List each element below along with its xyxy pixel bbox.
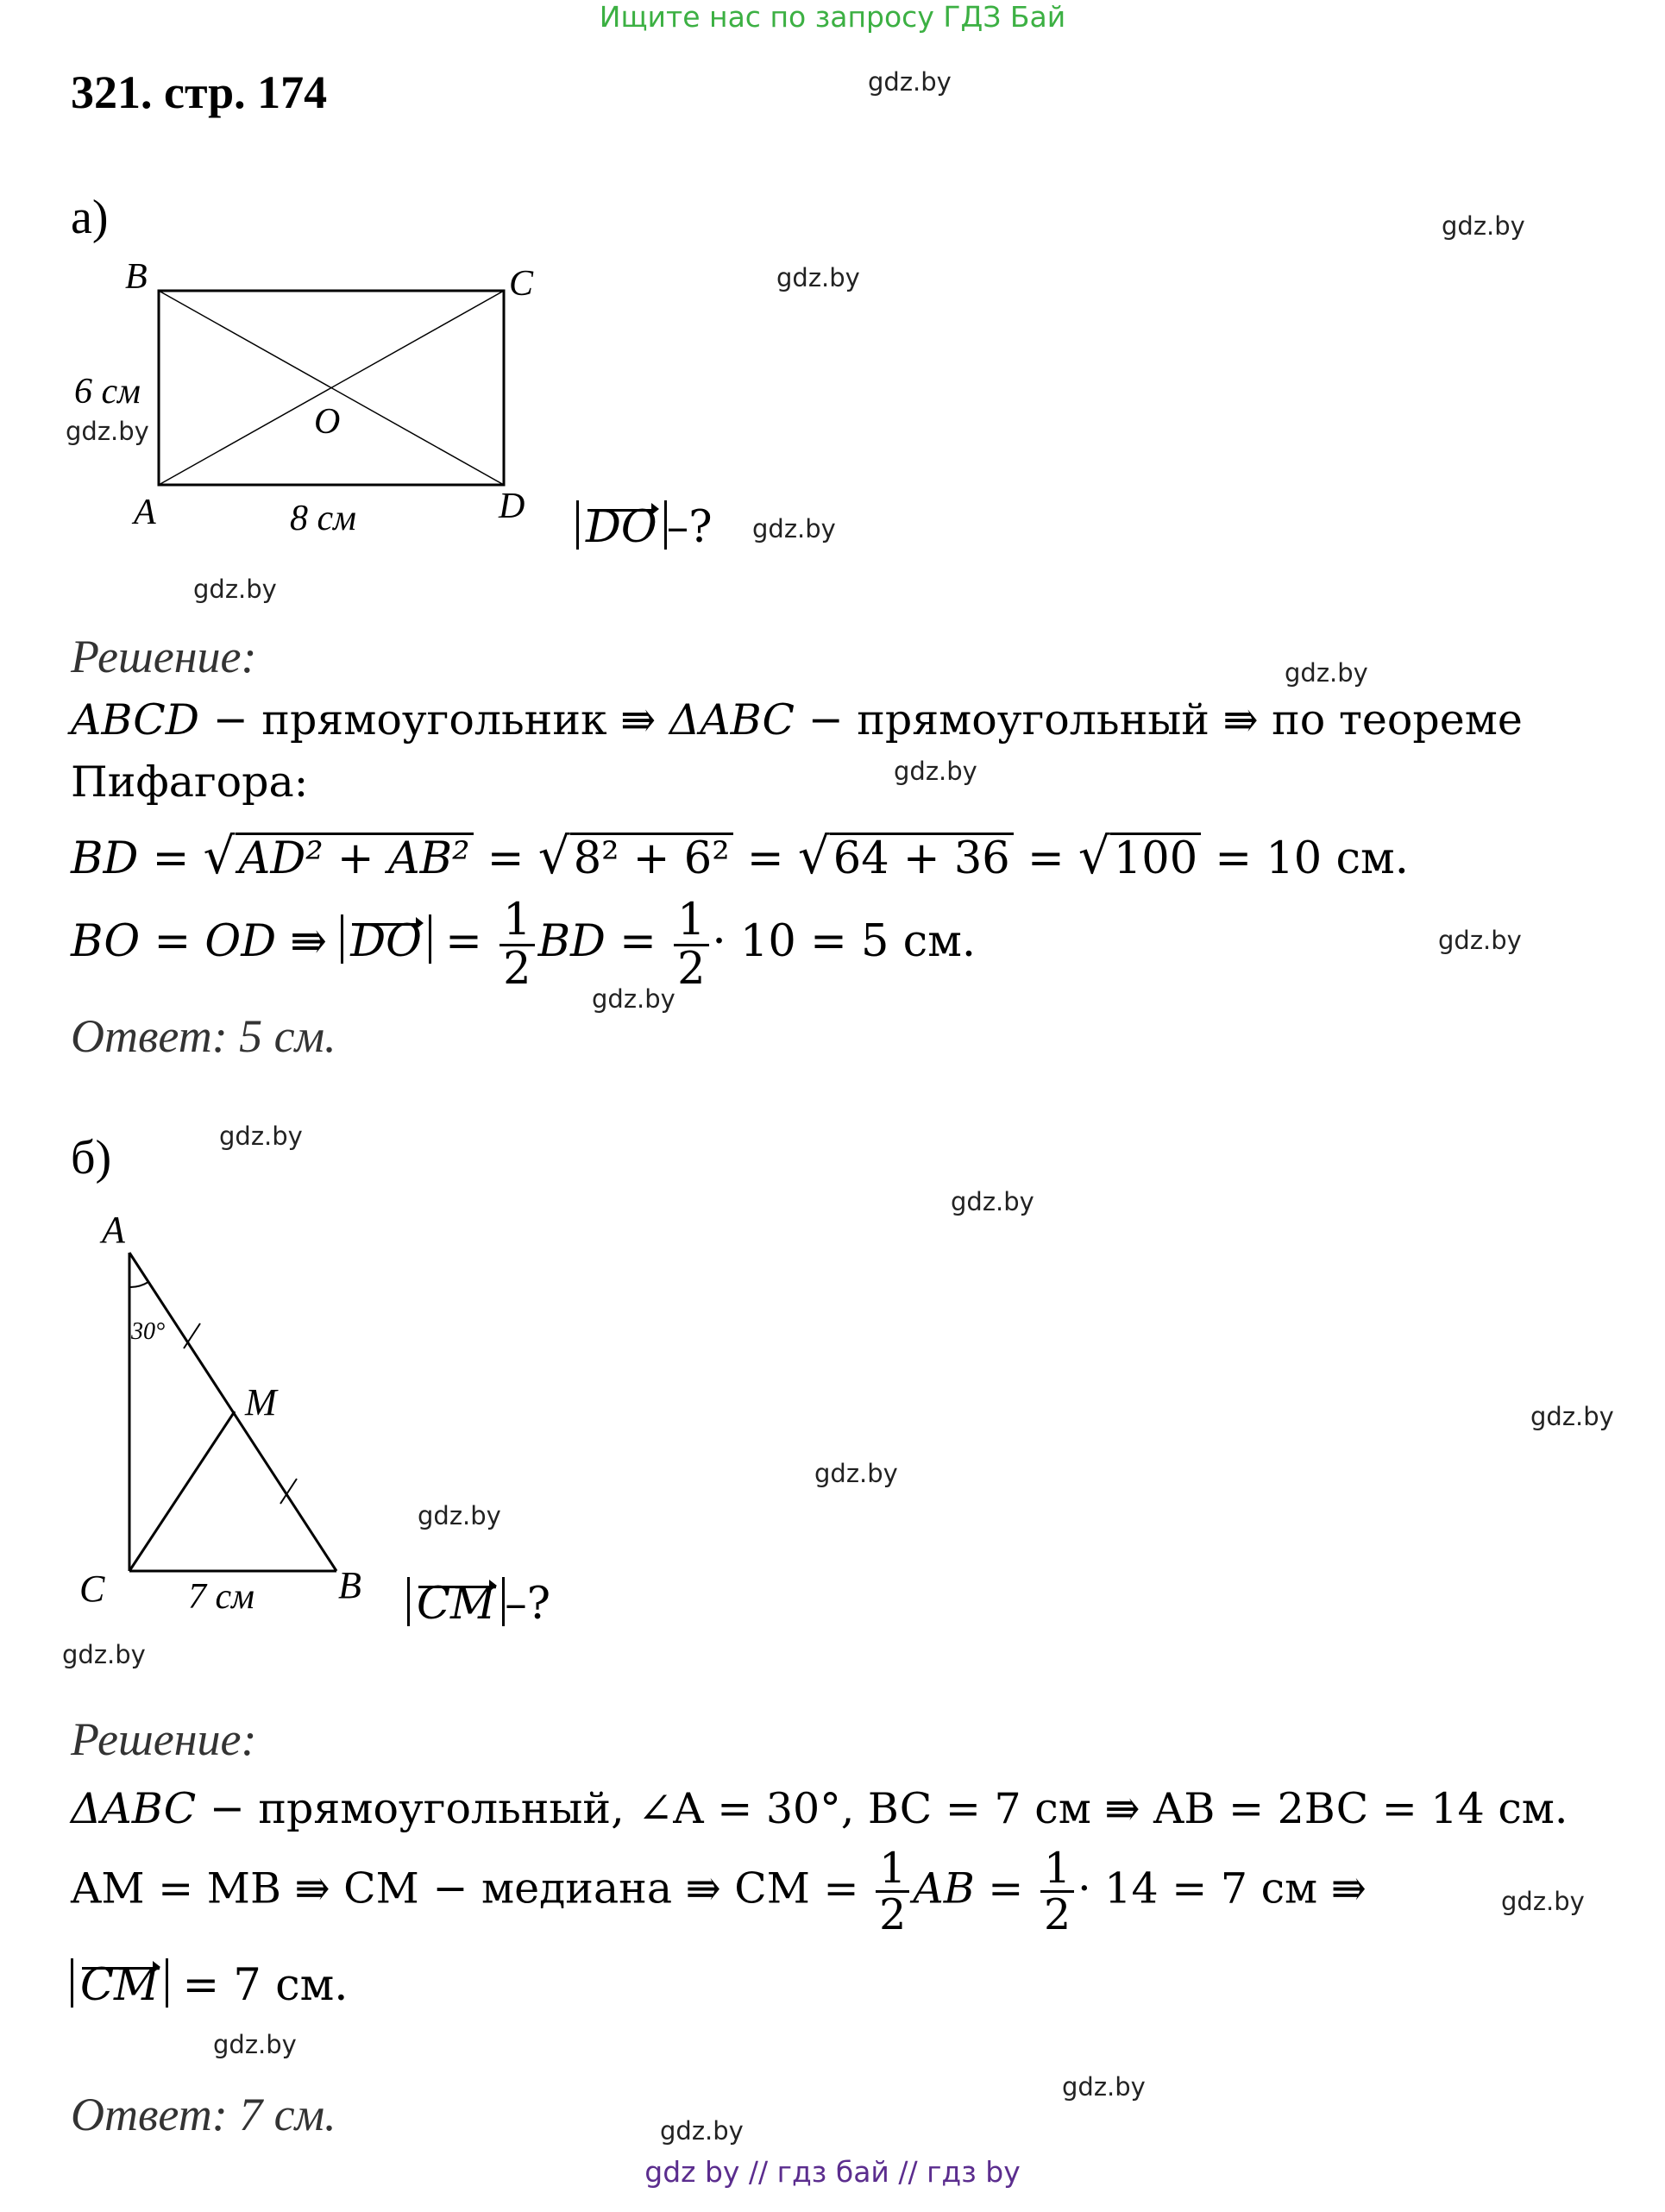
- watermark: gdz.by: [660, 2116, 744, 2146]
- footer-links[interactable]: gdz by // гдз бай // гдз by: [644, 2155, 1021, 2189]
- solution-a-line3: BO = OD ⇛ DO = $\frac{1}{2}$ BD = $\frac{1}{2}$ · 10 = 5 см.: [71, 895, 977, 995]
- watermark: gdz.by: [814, 1459, 898, 1488]
- watermark: gdz.by: [62, 1640, 146, 1669]
- vertex-c: C: [509, 264, 534, 304]
- tick-am: [184, 1323, 200, 1348]
- angle-arc: [129, 1282, 148, 1287]
- watermark: gdz.by: [213, 2030, 297, 2059]
- vertex-c: C: [79, 1568, 105, 1610]
- tick-mb: [280, 1479, 297, 1504]
- solution-a-line1: ABCD − прямоугольник ⇛ ΔABC − прямоугольный ⇛ по теореме: [71, 695, 1523, 745]
- vertex-a: A: [102, 1209, 125, 1251]
- vertex-a: A: [134, 493, 156, 532]
- watermark: gdz.by: [1501, 1887, 1585, 1916]
- watermark: gdz.by: [219, 1122, 303, 1151]
- answer-b: Ответ: 7 см.: [71, 2089, 336, 2140]
- vertex-b: B: [125, 257, 148, 297]
- solution-b-line1: ΔABC − прямоугольный, ∠A = 30°, BC = 7 см ⇛ AB = 2BC = 14 см.: [71, 1784, 1568, 1833]
- rectangle-abcd: [159, 291, 504, 485]
- watermark: gdz.by: [1062, 2072, 1146, 2102]
- median-cm: [129, 1411, 235, 1571]
- solution-a-line1-cont: Пифагора:: [71, 757, 309, 807]
- side-ad-label: 8 см: [290, 499, 356, 538]
- answer-a: Ответ: 5 см.: [71, 1010, 336, 1062]
- vertex-o: O: [314, 402, 341, 442]
- vertex-m: M: [245, 1381, 277, 1423]
- watermark: gdz.by: [418, 1501, 501, 1530]
- solution-b-line3: CM = 7 см.: [71, 1958, 349, 2011]
- watermark: gdz.by: [1438, 926, 1522, 955]
- triangle-abc: [129, 1253, 336, 1571]
- watermark: gdz.by: [776, 263, 860, 292]
- watermark: gdz.by: [894, 757, 977, 786]
- watermark: gdz.by: [951, 1187, 1034, 1216]
- part-a-label: а): [71, 191, 109, 244]
- watermark: gdz.by: [66, 417, 149, 446]
- solution-heading-a: Решение:: [71, 631, 257, 682]
- part-b-label: б): [71, 1131, 112, 1185]
- problem-title: 321. стр. 174: [71, 66, 328, 118]
- watermark: gdz.by: [1285, 658, 1368, 688]
- angle-label: 30°: [131, 1318, 166, 1345]
- watermark: gdz.by: [752, 514, 836, 544]
- solution-heading-b: Решение:: [71, 1713, 257, 1765]
- question-b: CM –?: [407, 1577, 550, 1630]
- vertex-d: D: [499, 487, 525, 526]
- watermark: gdz.by: [1530, 1402, 1614, 1431]
- vertex-b: B: [338, 1564, 361, 1606]
- solution-a-line2: BD = √AD² + AB² = √8² + 6² = √64 + 36 = √100 = 10 см.: [71, 826, 1409, 885]
- watermark: gdz.by: [193, 575, 277, 604]
- watermark: gdz.by: [592, 984, 675, 1014]
- watermark: gdz.by: [868, 67, 952, 97]
- solution-b-line2: AM = MB ⇛ CM − медиана ⇛ CM = $\frac{1}{2}$ AB = $\frac{1}{2}$ · 14 = 7 см ⇛: [71, 1844, 1367, 1940]
- question-a: DO –?: [576, 500, 713, 553]
- side-cb-label: 7 см: [188, 1577, 254, 1617]
- top-banner[interactable]: Ищите нас по запросу ГДЗ Бай: [599, 0, 1066, 34]
- side-ab-label: 6 см: [74, 372, 141, 412]
- watermark: gdz.by: [1442, 211, 1525, 241]
